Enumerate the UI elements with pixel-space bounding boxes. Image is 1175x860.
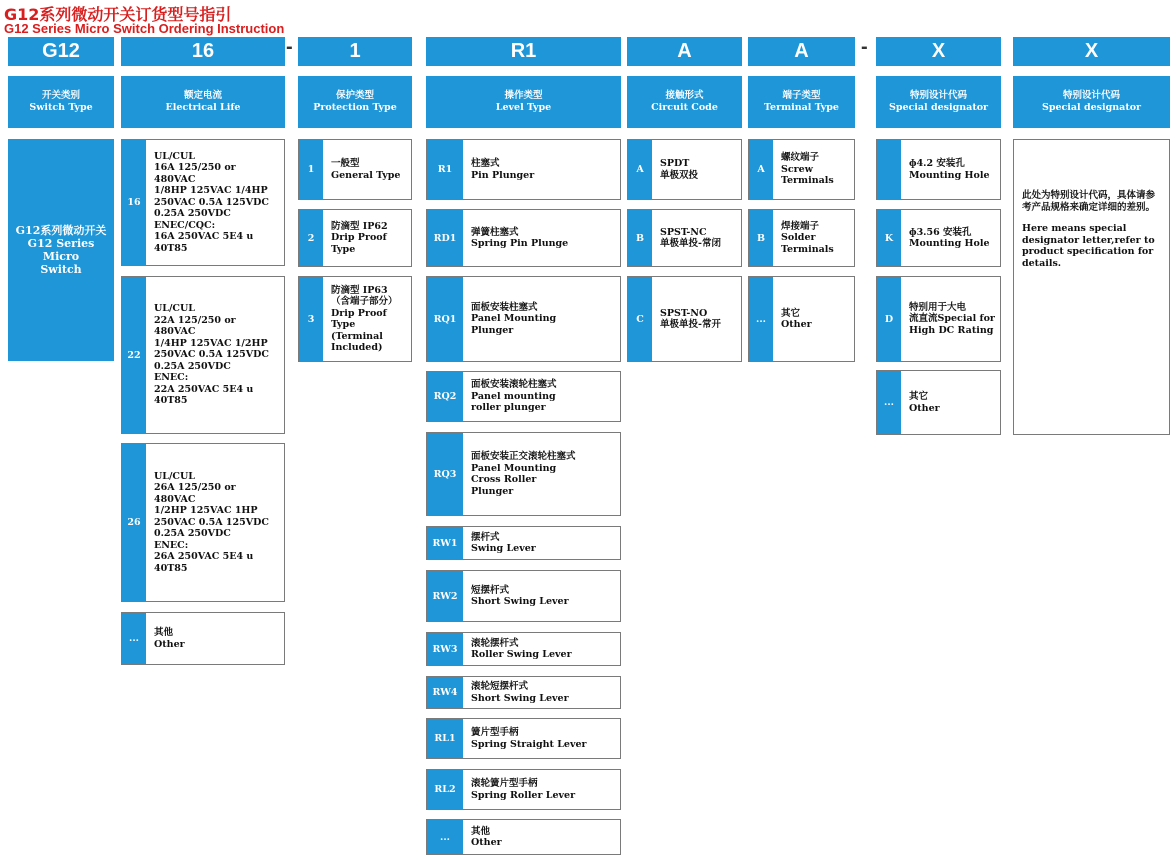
option-text: 螺纹端子 Screw Terminals bbox=[781, 152, 834, 187]
option-code: RL1 bbox=[427, 719, 463, 758]
note-cn: 此处为特别设计代码，具体请参考产品规格来确定详细的差别。 bbox=[1022, 190, 1156, 213]
option-text: 其他 Other bbox=[154, 627, 185, 650]
code-separator: - bbox=[861, 36, 868, 58]
code-protection: 1 bbox=[298, 37, 412, 66]
option-code: 1 bbox=[299, 140, 323, 199]
code-level: R1 bbox=[426, 37, 621, 66]
option-special bbox=[876, 370, 1001, 435]
option-code: D bbox=[877, 277, 901, 361]
option-circuit bbox=[627, 139, 742, 200]
option-code: RW2 bbox=[427, 571, 463, 621]
option-text: ɸ3.56 安装孔 Mounting Hole bbox=[909, 226, 990, 249]
header-terminal bbox=[748, 76, 855, 128]
option-code: B bbox=[628, 210, 652, 266]
header-en: Level Type bbox=[495, 102, 552, 113]
code-electrical: 16 bbox=[121, 37, 285, 66]
option-level bbox=[426, 819, 621, 855]
header-en: Circuit Code bbox=[651, 102, 718, 113]
option-code: 3 bbox=[299, 277, 323, 361]
option-code bbox=[877, 140, 901, 199]
option-circuit bbox=[627, 209, 742, 267]
code-circuit: A bbox=[627, 37, 742, 66]
option-code: A bbox=[749, 140, 773, 199]
switch-type-box: G12系列微动开关 G12 Series Micro Switch bbox=[8, 139, 114, 361]
option-text: 焊接端子 Solder Terminals bbox=[781, 220, 834, 255]
header-cn: 端子类型 bbox=[782, 90, 821, 101]
option-code: ... bbox=[427, 820, 463, 854]
option-code: RQ1 bbox=[427, 277, 463, 361]
option-electrical bbox=[121, 612, 285, 665]
page-title: G12系列微动开关订货型号指引 bbox=[4, 5, 232, 24]
option-text: UL/CUL 22A 125/250 or 480VAC 1/4HP 125VAC 1/2HP 250VAC 0.5A 125VDC 0.25A 250VDC ENEC: 22A 250VAC 5E4 u 40T85 bbox=[154, 303, 269, 407]
option-code: ... bbox=[749, 277, 773, 361]
header-en: Special designator bbox=[1041, 102, 1142, 113]
option-code: RQ3 bbox=[427, 433, 463, 515]
header-cn: 保护类型 bbox=[335, 90, 374, 101]
option-code: R1 bbox=[427, 140, 463, 199]
option-level bbox=[426, 769, 621, 810]
option-text: 滚轮簧片型手柄 Spring Roller Lever bbox=[471, 778, 576, 801]
option-text: 柱塞式 Pin Plunger bbox=[471, 158, 535, 181]
option-text: 面板安装正交滚轮柱塞式 Panel Mounting Cross Roller Plunger bbox=[471, 451, 576, 497]
option-terminal bbox=[748, 276, 855, 362]
header-switch-type bbox=[8, 76, 114, 128]
option-text: 防滴型 IP62 Drip Proof Type bbox=[331, 220, 388, 255]
header-en: Electrical Life bbox=[165, 102, 241, 113]
option-text: UL/CUL 26A 125/250 or 480VAC 1/2HP 125VAC 1HP 250VAC 0.5A 125VDC 0.25A 250VDC ENEC: 26A 250VAC 5E4 u 40T85 bbox=[154, 470, 269, 574]
option-level bbox=[426, 432, 621, 516]
option-text: 簧片型手柄 Spring Straight Lever bbox=[471, 727, 587, 750]
option-terminal bbox=[748, 209, 855, 267]
code-separator: - bbox=[286, 36, 293, 58]
header-en: Switch Type bbox=[29, 102, 93, 113]
option-text: 面板安装滚轮柱塞式 Panel mounting roller plunger bbox=[471, 379, 557, 414]
header-electrical bbox=[121, 76, 285, 128]
option-special bbox=[876, 139, 1001, 200]
option-code: ... bbox=[877, 371, 901, 434]
code-switch-type: G12 bbox=[8, 37, 114, 66]
header-protection bbox=[298, 76, 412, 128]
option-text: 弹簧柱塞式 Spring Pin Plunge bbox=[471, 226, 569, 249]
option-code: 2 bbox=[299, 210, 323, 266]
header-cn: 特别设计代码 bbox=[909, 90, 967, 101]
special-designator-note bbox=[1013, 139, 1170, 435]
option-code: K bbox=[877, 210, 901, 266]
option-code: RL2 bbox=[427, 770, 463, 809]
note-en: Here means special designator letter,refer to product specification for details. bbox=[1022, 223, 1155, 269]
option-text: 其它 Other bbox=[781, 307, 812, 330]
header-cn: 开关类别 bbox=[41, 90, 80, 101]
option-level bbox=[426, 139, 621, 200]
page-subtitle: G12 Series Micro Switch Ordering Instruction bbox=[4, 21, 285, 36]
option-text: 防滴型 IP63 （含端子部分） Drip Proof Type (Terminal Included) bbox=[331, 284, 398, 353]
option-text: ɸ4.2 安装孔 Mounting Hole bbox=[909, 158, 990, 181]
option-code: 16 bbox=[122, 140, 146, 265]
option-terminal bbox=[748, 139, 855, 200]
option-code: RD1 bbox=[427, 210, 463, 266]
header-cn: 操作类型 bbox=[504, 90, 543, 101]
option-special bbox=[876, 276, 1001, 362]
option-electrical bbox=[121, 139, 285, 266]
option-code: B bbox=[749, 210, 773, 266]
option-text: 其它 Other bbox=[909, 391, 940, 414]
option-text: SPST-NO 单极单投-常开 bbox=[660, 307, 721, 330]
header-cn: 接触形式 bbox=[665, 90, 704, 101]
option-text: 特别用于大电 流直流Special for High DC Rating bbox=[909, 301, 995, 336]
header-cn: 额定电流 bbox=[183, 90, 222, 101]
option-code: 26 bbox=[122, 444, 146, 601]
option-text: 滚轮短摆杆式 Short Swing Lever bbox=[471, 681, 569, 704]
code-special-1: X bbox=[876, 37, 1001, 66]
option-protection bbox=[298, 276, 412, 362]
option-code: 22 bbox=[122, 277, 146, 433]
option-level bbox=[426, 209, 621, 267]
header-en: Terminal Type bbox=[764, 102, 839, 113]
header-en: Special designator bbox=[888, 102, 989, 113]
option-text: 面板安装柱塞式 Panel Mounting Plunger bbox=[471, 301, 557, 336]
option-level bbox=[426, 632, 621, 666]
header-en: Protection Type bbox=[313, 102, 397, 113]
option-code: RW3 bbox=[427, 633, 463, 665]
option-electrical bbox=[121, 276, 285, 434]
option-circuit bbox=[627, 276, 742, 362]
option-code: RQ2 bbox=[427, 372, 463, 421]
option-level bbox=[426, 570, 621, 622]
option-code: ... bbox=[122, 613, 146, 664]
code-terminal: A bbox=[748, 37, 855, 66]
option-text: SPST-NC 单极单投-常闭 bbox=[660, 226, 721, 249]
header-level bbox=[426, 76, 621, 128]
option-code: A bbox=[628, 140, 652, 199]
option-protection bbox=[298, 139, 412, 200]
option-code: RW4 bbox=[427, 677, 463, 708]
option-text: SPDT 单极双投 bbox=[660, 158, 699, 181]
option-text: 短摆杆式 Short Swing Lever bbox=[471, 584, 569, 607]
option-level bbox=[426, 676, 621, 709]
header-special-1 bbox=[876, 76, 1001, 128]
option-code: C bbox=[628, 277, 652, 361]
option-level bbox=[426, 371, 621, 422]
header-circuit bbox=[627, 76, 742, 128]
option-protection bbox=[298, 209, 412, 267]
option-special bbox=[876, 209, 1001, 267]
option-text: UL/CUL 16A 125/250 or 480VAC 1/8HP 125VAC 1/4HP 250VAC 0.5A 125VDC 0.25A 250VDC ENEC/CQC: 16A 250VAC 5E4 u 40T85 bbox=[154, 150, 269, 254]
option-text: 摆杆式 Swing Lever bbox=[471, 531, 536, 554]
option-electrical bbox=[121, 443, 285, 602]
code-special-2: X bbox=[1013, 37, 1170, 66]
option-level bbox=[426, 718, 621, 759]
header-cn: 特别设计代码 bbox=[1062, 90, 1120, 101]
option-text: 一般型 General Type bbox=[331, 158, 401, 181]
option-text: 其他 Other bbox=[471, 825, 502, 848]
header-special-2 bbox=[1013, 76, 1170, 128]
option-level bbox=[426, 276, 621, 362]
option-text: 滚轮摆杆式 Roller Swing Lever bbox=[471, 637, 572, 660]
option-code: RW1 bbox=[427, 527, 463, 559]
option-level bbox=[426, 526, 621, 560]
